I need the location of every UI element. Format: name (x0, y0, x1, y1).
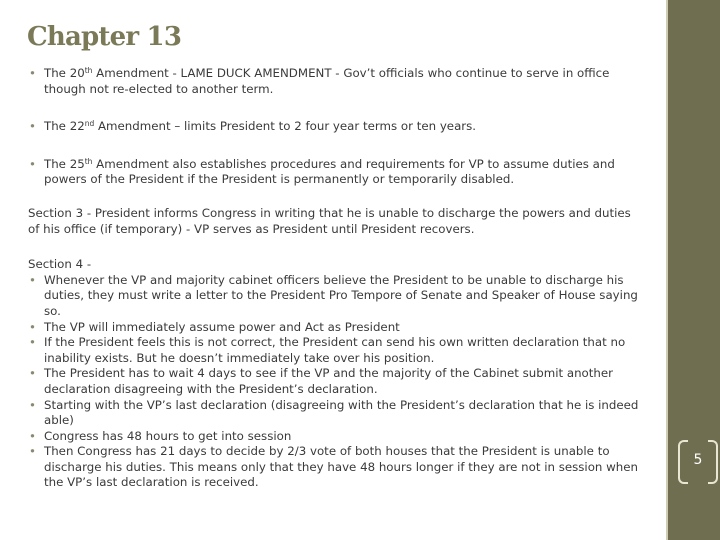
section-4-item: • Then Congress has 21 days to decide by 2/3 vote of both houses that the President is unable to discharge his duties. This means only that they have 48 hours longer if they are not in session when the VP’s last declaration is received. (28, 444, 640, 491)
amendment-25-bullet: • The 25th Amendment also establishes procedures and requirements for VP to assume duties and powers of the President if the President is permanently or temporarily disabled. (28, 157, 640, 188)
section-4-item: • If the President feels this is not correct, the President can send his own written declaration that no inability exists. But he doesn’t immediately take over his position. (28, 335, 640, 366)
section-4-item: • The President has to wait 4 days to see if the VP and the majority of the Cabinet submit another declaration disagreeing with the President’s declaration. (28, 366, 640, 397)
page-number-badge (678, 440, 720, 482)
section-4-heading: Section 4 - (28, 257, 92, 272)
section-4-list (28, 273, 640, 491)
section-3-paragraph: Section 3 - President informs Congress in writing that he is unable to discharge the powers and duties of his office (if temporary) - VP serves as President until President recovers. (28, 205, 631, 236)
amendment-22-bullet: • The 22nd Amendment – limits President to 2 four year terms or ten years. (28, 119, 640, 135)
section-4-item: • Congress has 48 hours to get into session (28, 429, 640, 445)
slide-body (28, 66, 640, 491)
left-bracket-icon (678, 440, 688, 484)
page-number: 5 (693, 452, 703, 468)
amendment-list (28, 66, 640, 188)
slide-title: Chapter 13 (27, 22, 182, 52)
section-4-item: • The VP will immediately assume power and Act as President (28, 320, 640, 336)
amendment-20-bullet: • The 20th Amendment - LAME DUCK AMENDMENT - Gov’t officials who continue to serve in office though not re-elected to another term. (28, 66, 640, 97)
rail-divider (666, 0, 668, 540)
section-4-item: • Starting with the VP’s last declaration (disagreeing with the President’s declaration that he is indeed able) (28, 398, 640, 429)
right-bracket-icon (708, 440, 718, 484)
section-4-item: • Whenever the VP and majority cabinet officers believe the President to be unable to discharge his duties, they must write a letter to the President Pro Tempore of Senate and Speaker of House saying so. (28, 273, 640, 320)
